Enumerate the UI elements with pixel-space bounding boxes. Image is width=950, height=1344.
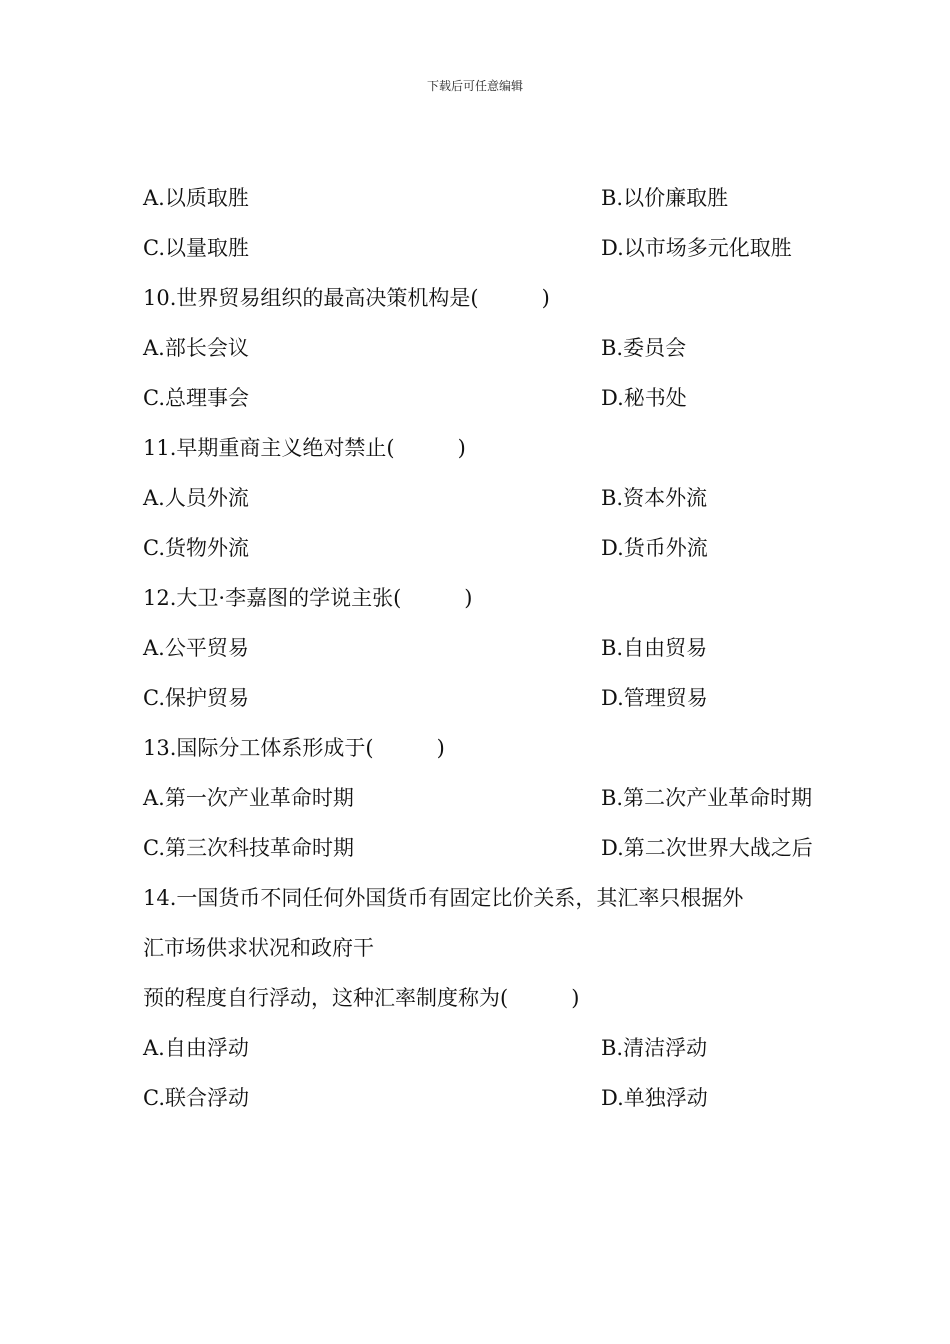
q10-stem: 10.世界贸易组织的最高决策机构是( ): [143, 286, 550, 310]
q12-option-b: B.自由贸易: [601, 636, 708, 660]
q11-option-c: C.货物外流: [143, 536, 249, 560]
q12-options-row-2: [143, 684, 708, 712]
q12-stem: 12.大卫·李嘉图的学说主张( ): [143, 586, 473, 610]
q9-option-b: B.以价廉取胜: [601, 186, 729, 210]
page-header: 下载后可任意编辑: [426, 79, 523, 93]
q10-option-d: D.秘书处: [601, 386, 687, 410]
q11-option-b: B.资本外流: [601, 486, 708, 510]
q13-stem: 13.国际分工体系形成于( ): [143, 736, 445, 760]
q10-option-a: A.部长会议: [143, 336, 249, 360]
q10-options-row-2: [143, 384, 687, 412]
q14-stem-line-2: 汇市场供求状况和政府干: [143, 936, 374, 960]
q13-option-a: A.第一次产业革命时期: [143, 786, 354, 810]
q11-option-a: A.人员外流: [143, 486, 249, 510]
q13-option-b: B.第二次产业革命时期: [601, 786, 813, 810]
q12-option-a: A.公平贸易: [143, 636, 249, 660]
q14-option-d: D.单独浮动: [601, 1086, 708, 1110]
q14-stem-line-1: 14.一国货币不同任何外国货币有固定比价关系，其汇率只根据外: [143, 886, 744, 910]
q11-options-row-2: [143, 534, 708, 562]
q14-option-b: B.清洁浮动: [601, 1036, 708, 1060]
q13-options-row-1: [143, 784, 813, 812]
q13-option-c: C.第三次科技革命时期: [143, 836, 354, 860]
q11-options-row-1: [143, 484, 708, 512]
q10-options-row-1: [143, 334, 687, 362]
q9-options-row-1: [143, 184, 729, 212]
q14-option-c: C.联合浮动: [143, 1086, 249, 1110]
q14-options-row-2: [143, 1084, 708, 1112]
q10-option-c: C.总理事会: [143, 386, 249, 410]
q13-option-d: D.第二次世界大战之后: [601, 836, 813, 860]
q13-options-row-2: [143, 834, 813, 862]
q9-option-c: C.以量取胜: [143, 236, 249, 260]
q9-option-d: D.以市场多元化取胜: [601, 236, 792, 260]
q14-option-a: A.自由浮动: [143, 1036, 249, 1060]
q12-options-row-1: [143, 634, 708, 662]
q10-option-b: B.委员会: [601, 336, 687, 360]
q12-option-c: C.保护贸易: [143, 686, 249, 710]
q9-options-row-2: [143, 234, 792, 262]
q11-stem: 11.早期重商主义绝对禁止( ): [143, 436, 466, 460]
q14-options-row-1: [143, 1034, 708, 1062]
q12-option-d: D.管理贸易: [601, 686, 708, 710]
q14-stem-line-3: 预的程度自行浮动，这种汇率制度称为( ): [143, 986, 580, 1010]
q11-option-d: D.货币外流: [601, 536, 708, 560]
q9-option-a: A.以质取胜: [143, 186, 249, 210]
